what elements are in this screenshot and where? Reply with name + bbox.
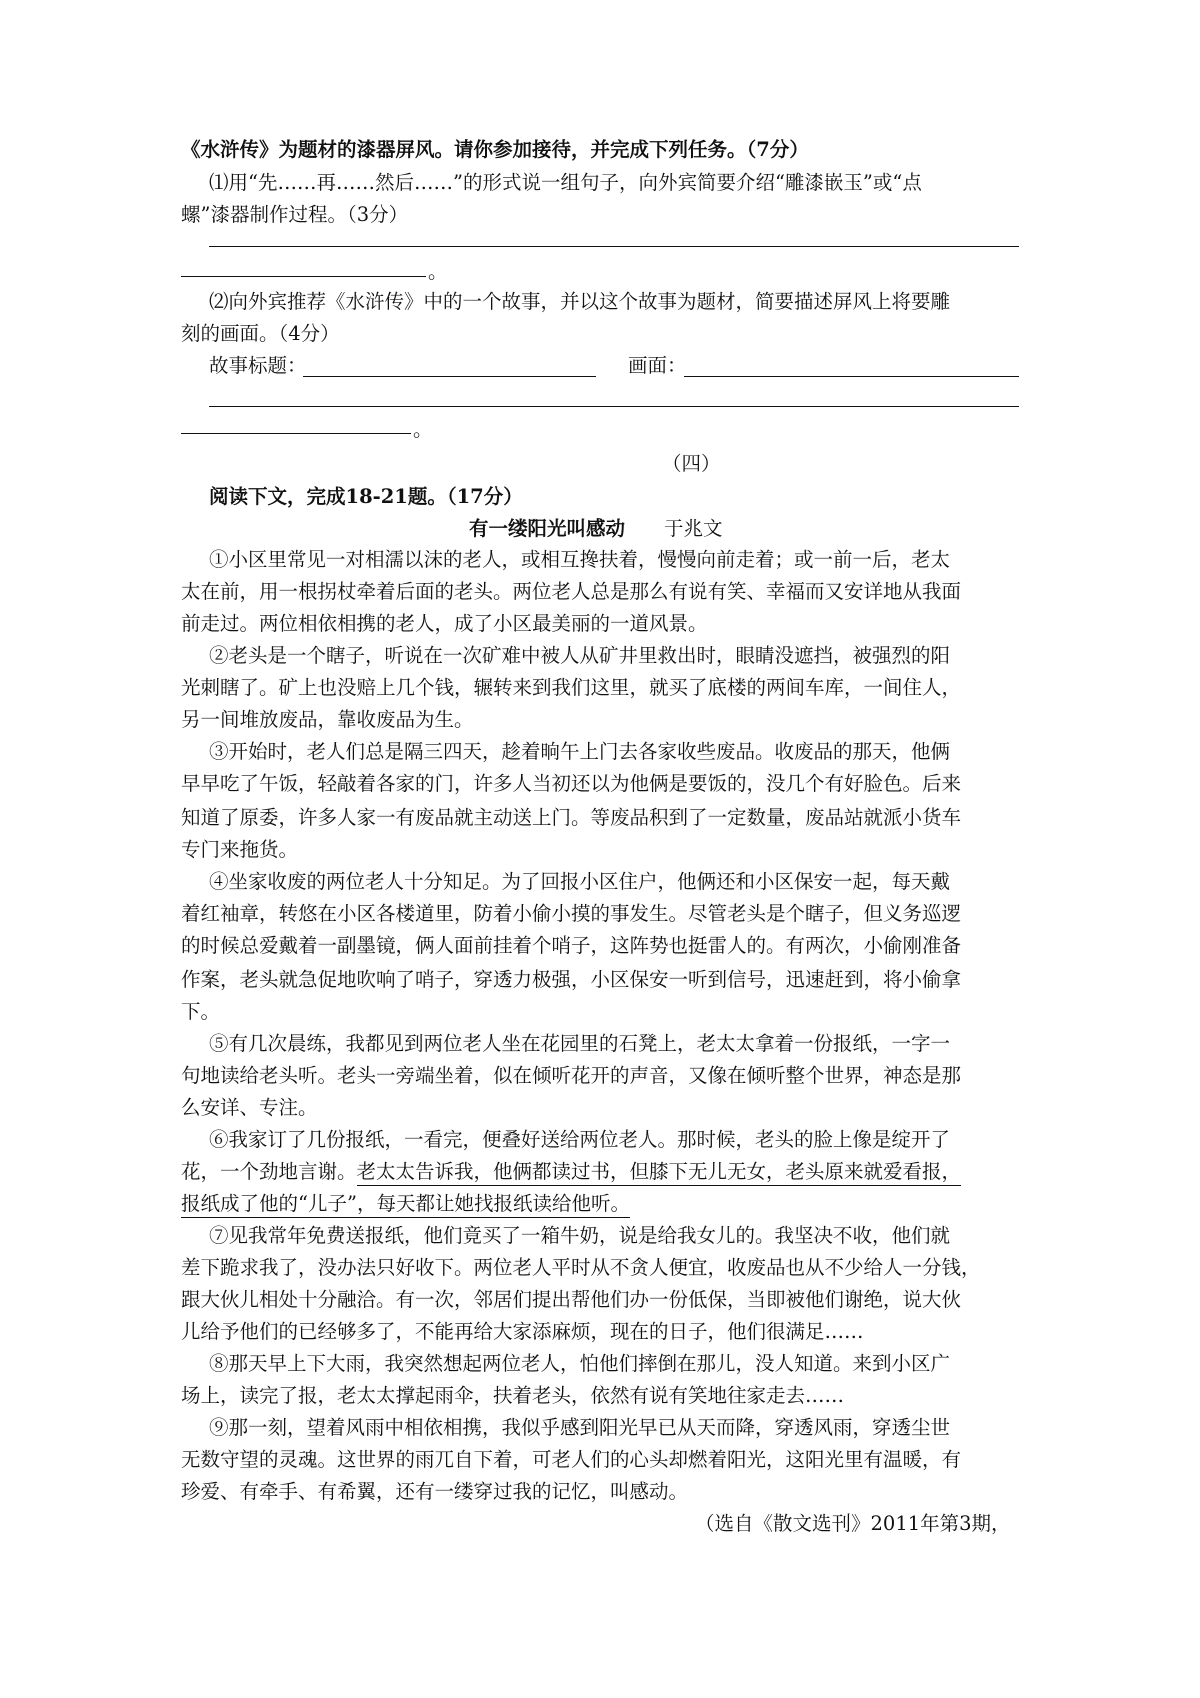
answer-blank-1a[interactable] bbox=[209, 246, 1019, 247]
p3-line-2: 早早吃了午饭，轻敲着各家的门，许多人当初还以为他俩是要饭的，没几个有好脸色。后来 bbox=[181, 772, 962, 795]
picture-label: 画面： bbox=[628, 354, 687, 377]
p2-line-2: 光刺瞎了。矿上也没赔上几个钱，辗转来到我们这里，就买了底楼的两间车库，一间住人， bbox=[181, 676, 962, 699]
story-title-label: 故事标题： bbox=[209, 354, 307, 377]
p6-line-2 bbox=[181, 1162, 961, 1182]
p4-line-5: 下。 bbox=[181, 1000, 221, 1023]
p6-underlined-sentence-b: 报纸成了他的“儿子”，每天都让她找报纸读给他听。 bbox=[181, 1192, 630, 1218]
p6-line-2-plain: 花，一个劲地言谢。 bbox=[181, 1160, 357, 1183]
p2-line-3: 另一间堆放废品，靠收废品为生。 bbox=[181, 708, 474, 731]
p1-line-3: 前走过。两位相依相携的老人，成了小区最美丽的一道风景。 bbox=[181, 612, 708, 635]
p5-line-2: 句地读给老头听。老头一旁端坐着，似在倾听花开的声音，又像在倾听整个世界，神态是那 bbox=[181, 1064, 962, 1087]
story-title-blank[interactable] bbox=[303, 376, 596, 377]
picture-blank-c[interactable] bbox=[181, 433, 411, 434]
question-1-line-1: ⑴用“先……再……然后……”的形式说一组句子，向外宾简要介绍“雕漆嵌玉”或“点 bbox=[209, 171, 922, 194]
picture-blank-b[interactable] bbox=[209, 406, 1019, 407]
p2-line-1: ②老头是一个瞎子，听说在一次矿难中被人从矿井里救出时，眼睛没遮挡，被强烈的阳 bbox=[209, 644, 951, 667]
p1-line-2: 太在前，用一根拐杖牵着后面的老头。两位老人总是那么有说有笑、幸福而又安详地从我面 bbox=[181, 580, 962, 603]
question-2-line-2: 刻的画面。（4分） bbox=[181, 322, 340, 345]
p6-underlined-sentence-a: 老太太告诉我，他俩都读过书，但膝下无儿无女，老头原来就爱看报， bbox=[357, 1160, 962, 1186]
task-intro: 《水浒传》为题材的漆器屏风。请你参加接待，并完成下列任务。（7分） bbox=[181, 138, 809, 161]
question-2-line-1: ⑵向外宾推荐《水浒传》中的一个故事，并以这个故事为题材，简要描述屏风上将要雕 bbox=[209, 290, 951, 313]
p3-line-4: 专门来拖货。 bbox=[181, 838, 299, 861]
question-2-end-mark: 。 bbox=[413, 418, 433, 441]
p6-line-3 bbox=[181, 1194, 630, 1214]
p3-line-3: 知道了原委，许多人家一有废品就主动送上门。等废品积到了一定数量，废品站就派小货车 bbox=[181, 806, 962, 829]
article-source: （选自《散文选刊》2011年第3期， bbox=[695, 1512, 1011, 1535]
p4-line-3: 的时候总爱戴着一副墨镜，俩人面前挂着个哨子，这阵势也挺雷人的。有两次，小偷刚准备 bbox=[181, 934, 962, 957]
p1-line-1: ①小区里常见一对相濡以沫的老人，或相互搀扶着，慢慢向前走着；或一前一后，老太 bbox=[209, 548, 951, 571]
p7-line-1: ⑦见我常年免费送报纸，他们竟买了一箱牛奶，说是给我女儿的。我坚决不收，他们就 bbox=[209, 1224, 951, 1247]
p4-line-1: ④坐家收废的两位老人十分知足。为了回报小区住户，他俩还和小区保安一起，每天戴 bbox=[209, 870, 951, 893]
p4-line-2: 着红袖章，转悠在小区各楼道里，防着小偷小摸的事发生。尽管老头是个瞎子，但义务巡逻 bbox=[181, 902, 962, 925]
question-1-line-2: 螺”漆器制作过程。（3分） bbox=[181, 203, 409, 226]
answer-blank-1b[interactable] bbox=[181, 276, 426, 277]
p9-line-2: 无数守望的灵魂。这世界的雨兀自下着，可老人们的心头却燃着阳光，这阳光里有温暖，有 bbox=[181, 1448, 962, 1471]
p9-line-1: ⑨那一刻，望着风雨中相依相携，我似乎感到阳光早已从天而降，穿透风雨，穿透尘世 bbox=[209, 1416, 951, 1439]
p7-line-3: 跟大伙儿相处十分融洽。有一次，邻居们提出帮他们办一份低保，当即被他们谢绝，说大伙 bbox=[181, 1288, 962, 1311]
p8-line-2: 场上，读完了报，老太太撑起雨伞，扶着老头，依然有说有笑地往家走去…… bbox=[181, 1384, 845, 1407]
p5-line-1: ⑤有几次晨练，我都见到两位老人坐在花园里的石凳上，老太太拿着一份报纸，一字一 bbox=[209, 1032, 951, 1055]
p7-line-4: 儿给予他们的已经够多了，不能再给大家添麻烦，现在的日子，他们很满足…… bbox=[181, 1320, 864, 1343]
reading-instruction: 阅读下文，完成18-21题。（17分） bbox=[209, 485, 523, 508]
picture-blank-a[interactable] bbox=[684, 376, 1019, 377]
article-title: 有一缕阳光叫感动 bbox=[469, 517, 626, 540]
p7-line-2: 差下跪求我了，没办法只好收下。两位老人平时从不贪人便宜，收废品也从不少给人一分钱， bbox=[181, 1256, 981, 1279]
section-number: （四） bbox=[662, 452, 721, 475]
article-author: 于兆文 bbox=[664, 517, 723, 540]
p6-line-1: ⑥我家订了几份报纸，一看完，便叠好送给两位老人。那时候，老头的脸上像是绽开了 bbox=[209, 1128, 951, 1151]
p9-line-3: 珍爱、有牵手、有希翼，还有一缕穿过我的记忆，叫感动。 bbox=[181, 1480, 689, 1503]
p8-line-1: ⑧那天早上下大雨，我突然想起两位老人，怕他们摔倒在那儿，没人知道。来到小区广 bbox=[209, 1352, 951, 1375]
p4-line-4: 作案，老头就急促地吹响了哨子，穿透力极强，小区保安一听到信号，迅速赶到，将小偷拿 bbox=[181, 968, 962, 991]
p5-line-3: 么安详、专注。 bbox=[181, 1096, 318, 1119]
question-1-end-mark: 。 bbox=[428, 260, 448, 283]
p3-line-1: ③开始时，老人们总是隔三四天，趁着晌午上门去各家收些废品。收废品的那天，他俩 bbox=[209, 740, 951, 763]
